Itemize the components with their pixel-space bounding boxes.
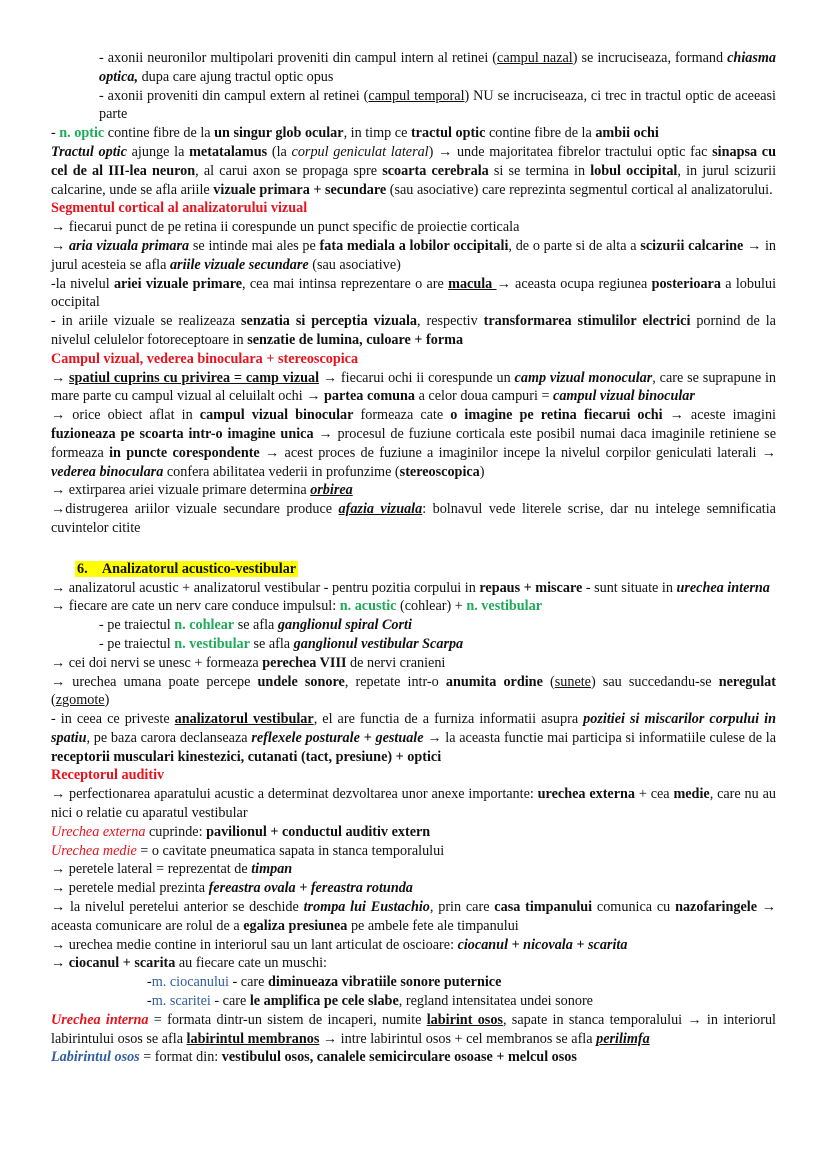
- heading-receptorul-auditiv: Receptorul auditiv: [51, 767, 165, 784]
- paragraph-labirintul-osos: Labirintul osos = format din: vestibulul osos, canalele semicirculare osoase + melcul osos: [51, 1049, 577, 1066]
- paragraph-analizator-vestibular: - in ceea ce priveste analizatorul vestibular, el are functia de a furniza informatii asupra pozitiei si miscarilor corpului in spatiu, pe baza carora declanseaza reflexele posturale + gestuale → la aceasta functie mai participa si informatiile culese de la receptorii musculari kinestezici, cutanati (tact, presiune) + optici: [51, 711, 777, 765]
- paragraph-orbirea: → extirparea ariei vizuale primare determina orbirea: [51, 482, 353, 499]
- paragraph-trompa-eustachio: → la nivelul peretelui anterior se deschide trompa lui Eustachio, prin care casa timpanului comunica cu nazofaringele → aceasta comunicare are rolul de a egaliza presiunea pe ambele fete ale timpanului: [51, 899, 776, 934]
- paragraph-urechea-interna: Urechea interna = formata dintr-un sistem de incaperi, numite labirint osos, sapate in stanca temporalului → in interiorul labirintului osos se afla labirintul membranos → intre labirintul osos + cel membranos se afla perilimfa: [51, 1011, 777, 1047]
- paragraph-muschi: → ciocanul + scarita au fiecare cate un muschi:: [51, 955, 327, 972]
- paragraph-aria-primara: → aria vizuala primara se intinde mai ales pe fata mediala a lobilor occipitali, de o parte si de alta a scizurii calcarine → in jurul acesteia se afla ariile vizuale secundare (sau asociative): [51, 237, 777, 273]
- section-title: Analizatorul acustico-vestibular: [101, 560, 297, 577]
- paragraph-perfectionarea: → perfectionarea aparatului acustic a determinat dezvoltarea unor anexe importante: urechea externa + cea medie, care nu au nici o relatie cu aparatul vestibular: [51, 786, 776, 822]
- paragraph-tractul-optic: Tractul optic ajunge la metatalamus (la corpul geniculat lateral) → unde majoritatea fibrelor tractului optic fac sinapsa cu cel de al III-lea neuron, al carui axon se propaga spre scoarta cerebrala si se termina in lobul occipital, in jurul scizurii calcarine, unde se afla ariile vizuale primara + secundare (sau asociative) care reprezinta segmentul cortical al analizatorului.: [51, 143, 777, 198]
- paragraph-oscioare: → urechea medie contine in interiorul sau un lant articulat de oscioare: ciocanul + nicovala + scarita: [51, 936, 628, 953]
- paragraph-afazia: →distrugerea ariilor vizuale secundare produce afazia vizuala: bolnavul vede literele scrise, dar nu intelege semnificatia cuvintelor citite: [51, 501, 776, 536]
- paragraph-urechea-medie: Urechea medie = o cavitate pneumatica sapata in stanca temporalului: [51, 842, 445, 859]
- n-optic: n. optic: [59, 125, 105, 142]
- paragraph-peretele-medial: → peretele medial prezinta fereastra ovala + fereastra rotunda: [51, 880, 413, 897]
- paragraph-m-ciocanului: -m. ciocanului - care diminueaza vibratiile sonore puternice: [147, 974, 502, 991]
- heading-campul-vizual: Campul vizual, vederea binoculara + stereoscopica: [51, 350, 359, 367]
- section-number: 6.: [77, 560, 88, 577]
- paragraph-axoni-temporal: - axonii proveniti din campul extern al retinei (campul temporal) NU se incruciseaza, ci trec in tractul optic de aceeasi parte: [99, 87, 777, 123]
- paragraph-perechea-viii: → cei doi nervi se unesc + formeaza perechea VIII de nervi cranieni: [51, 654, 446, 671]
- campul-nazal: campul nazal: [497, 50, 573, 66]
- paragraph-n-optic: - n. optic contine fibre de la un singur glob ocular, in timp ce tractul optic contine fibre de la ambii ochi: [51, 125, 659, 142]
- paragraph-cohlear: - pe traiectul n. cohlear se afla ganglionul spiral Corti: [99, 617, 412, 634]
- paragraph-urechea-externa: Urechea externa cuprinde: pavilionul + conductul auditiv extern: [51, 823, 431, 840]
- paragraph-senzatia: - in ariile vizuale se realizeaza senzatia si perceptia vizuala, respectiv transformarea stimulilor electrici pornind de la nivelul celulelor fotoreceptoare in senzatie de lumina, culoare + forma: [51, 313, 776, 348]
- paragraph-macula: -la nivelul ariei vizuale primare, cea mai intinsa reprezentare o are macula → aceasta ocupa regiunea posterioara a lobului occipital: [51, 275, 777, 311]
- paragraph-axoni-nazal: - axonii neuronilor multipolari proveniti din campul intern al retinei (campul nazal) se incruciseaza, formand chiasma optica, dupa care ajung tractul optic opus: [99, 50, 776, 85]
- heading-segmentul-cortical: Segmentul cortical al analizatorului vizual: [51, 200, 308, 217]
- paragraph-proiectie: → fiecarui punct de pe retina ii corespunde un punct specific de proiectie corticala: [51, 219, 520, 236]
- section-heading-6: [51, 560, 776, 579]
- chiasma-optica: chiasma optica,: [99, 50, 776, 85]
- paragraph-analizator-intro: → analizatorul acustic + analizatorul vestibular - pentru pozitia corpului in repaus + miscare - sunt situate in urechea interna: [51, 579, 770, 596]
- paragraph-m-scaritei: -m. scaritei - care le amplifica pe cele slabe, regland intensitatea undei sonore: [147, 993, 593, 1010]
- paragraph-vestibular: - pe traiectul n. vestibular se afla ganglionul vestibular Scarpa: [99, 635, 464, 652]
- paragraph-camp-vizual: → spatiul cuprins cu privirea = camp vizual → fiecarui ochi ii corespunde un camp vizual monocular, care se suprapune in mare parte cu campul vizual al celuilalt ochi → partea comuna a celor doua campuri = campul vizual binocular: [51, 369, 776, 405]
- paragraph-peretele-lateral: → peretele lateral = reprezentat de timpan: [51, 861, 293, 878]
- paragraph-fuziune: → orice obiect aflat in campul vizual binocular formeaza cate o imagine pe retina fiecarui ochi → aceste imagini fuzioneaza pe scoarta intr-o imagine unica → procesul de fuziune corticala este posibil numai daca imaginile retiniene se formeaza in puncte corespondente → acest proces de fuziune a imaginilor incepe la nivelul corpilor geniculati laterali → vederea binoculara confera abilitatea vederii in profunzime (stereoscopica): [51, 407, 776, 480]
- paragraph-nervi: → fiecare are cate un nerv care conduce impulsul: n. acustic (cohlear) + n. vestibular: [51, 598, 543, 615]
- spacer: [51, 538, 776, 560]
- campul-temporal: campul temporal: [368, 87, 465, 104]
- paragraph-unde-sonore: → urechea umana poate percepe undele sonore, repetate intr-o anumita ordine (sunete) sau succedandu-se neregulat (zgomote): [51, 673, 776, 709]
